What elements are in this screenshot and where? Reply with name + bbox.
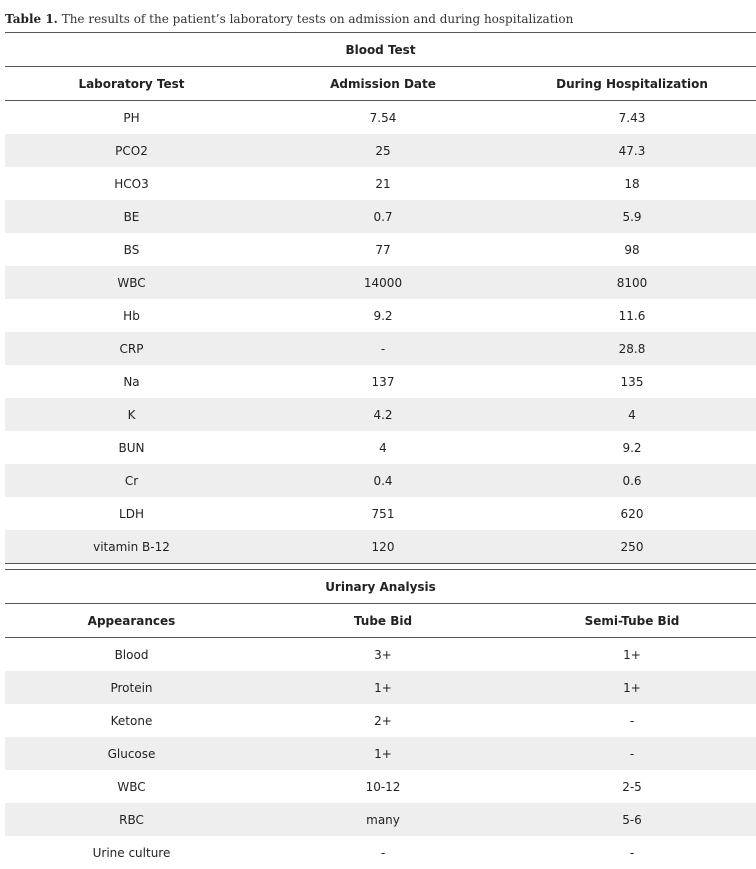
column-header: Tube Bid: [353, 613, 413, 628]
column-header: Laboratory Test: [78, 76, 185, 91]
table-cell: Na: [123, 374, 140, 389]
table-cell: -: [629, 845, 635, 860]
table-row: [5, 332, 756, 365]
table-cell: 77: [375, 242, 391, 257]
table-cell: 9.2: [622, 440, 642, 455]
table-cell: 8100: [616, 275, 648, 290]
table-cell: K: [127, 407, 136, 422]
table-cell: 98: [624, 242, 640, 257]
table-cell: Glucose: [107, 746, 156, 761]
urinary-analysis-table: [5, 569, 756, 869]
blood-test-table: [5, 32, 756, 564]
caption-text: The results of the patient’s laboratory tests on admission and during hospitalization: [61, 12, 574, 26]
table-cell: HCO3: [114, 176, 149, 191]
table-row: [5, 836, 756, 869]
table-cell: 620: [620, 506, 644, 521]
table-cell: -: [380, 845, 386, 860]
table-body: [5, 101, 756, 563]
table-cell: -: [629, 713, 635, 728]
table-row: [5, 770, 756, 803]
table-cell: Blood: [114, 647, 149, 662]
table-row: [5, 671, 756, 704]
table-cell: BUN: [118, 440, 145, 455]
table-cell: 9.2: [373, 308, 393, 323]
table-cell: PCO2: [115, 143, 148, 158]
table-cell: BS: [123, 242, 140, 257]
table-cell: 0.4: [373, 473, 393, 488]
table-row: [5, 497, 756, 530]
table-row: [5, 737, 756, 770]
table-cell: Urine culture: [92, 845, 171, 860]
table-cell: 2-5: [622, 779, 642, 794]
column-header: Semi-Tube Bid: [584, 613, 680, 628]
table-row: [5, 200, 756, 233]
table-cell: 7.43: [618, 110, 646, 125]
table-cell: RBC: [119, 812, 144, 827]
table-row: [5, 233, 756, 266]
table-row: [5, 704, 756, 737]
table-cell: PH: [123, 110, 140, 125]
header-row: [5, 67, 756, 100]
table-cell: 4.2: [373, 407, 393, 422]
table-cell: vitamin B-12: [93, 539, 170, 554]
table-cell: BE: [123, 209, 140, 224]
table-row: [5, 365, 756, 398]
table-row: [5, 101, 756, 134]
table-cell: 18: [624, 176, 640, 191]
table-cell: 47.3: [618, 143, 646, 158]
table-row: [5, 638, 756, 671]
table-cell: -: [380, 341, 386, 356]
table-cell: Protein: [110, 680, 153, 695]
table-row: [5, 464, 756, 497]
table-cell: LDH: [119, 506, 144, 521]
table-cell: WBC: [117, 275, 146, 290]
table-cell: many: [366, 812, 400, 827]
table-cell: 11.6: [618, 308, 646, 323]
table-cell: 120: [371, 539, 395, 554]
column-header: Admission Date: [330, 76, 436, 91]
table-cell: 135: [620, 374, 644, 389]
column-header: Appearances: [87, 613, 176, 628]
table-cell: 137: [371, 374, 395, 389]
table-cell: 250: [620, 539, 644, 554]
bottom-rule: [5, 563, 756, 564]
table-cell: 0.6: [622, 473, 642, 488]
table-cell: 4: [628, 407, 636, 422]
header-row: [5, 604, 756, 637]
table-row: [5, 134, 756, 167]
table-cell: 1+: [623, 680, 641, 695]
table-cell: 5.9: [622, 209, 642, 224]
table-row: [5, 530, 756, 563]
table-row: [5, 431, 756, 464]
table-cell: 1+: [623, 647, 641, 662]
table-body: [5, 638, 756, 869]
table-cell: -: [629, 746, 635, 761]
table-cell: 10-12: [365, 779, 401, 794]
table-row: [5, 398, 756, 431]
table-cell: CRP: [119, 341, 144, 356]
table-cell: 0.7: [373, 209, 393, 224]
table-cell: 14000: [363, 275, 403, 290]
table-row: [5, 266, 756, 299]
table-cell: 7.54: [369, 110, 397, 125]
table-row: [5, 299, 756, 332]
table-cell: 751: [371, 506, 395, 521]
table-row: [5, 803, 756, 836]
column-header: During Hospitalization: [556, 76, 708, 91]
table-cell: 1+: [374, 680, 392, 695]
table-cell: WBC: [117, 779, 146, 794]
table-cell: 25: [375, 143, 391, 158]
table-cell: Ketone: [110, 713, 153, 728]
table-caption: [5, 12, 573, 26]
table-cell: Cr: [124, 473, 139, 488]
table-cell: 1+: [374, 746, 392, 761]
caption-label: Table 1.: [5, 12, 58, 26]
table-cell: 2+: [374, 713, 392, 728]
section-title: Blood Test: [345, 42, 416, 57]
table-cell: 3+: [374, 647, 392, 662]
table-row: [5, 167, 756, 200]
table-cell: 4: [379, 440, 387, 455]
table-cell: 5-6: [622, 812, 642, 827]
table-cell: 28.8: [618, 341, 646, 356]
table-cell: 21: [375, 176, 391, 191]
table-cell: Hb: [123, 308, 140, 323]
section-title: Urinary Analysis: [325, 579, 436, 594]
